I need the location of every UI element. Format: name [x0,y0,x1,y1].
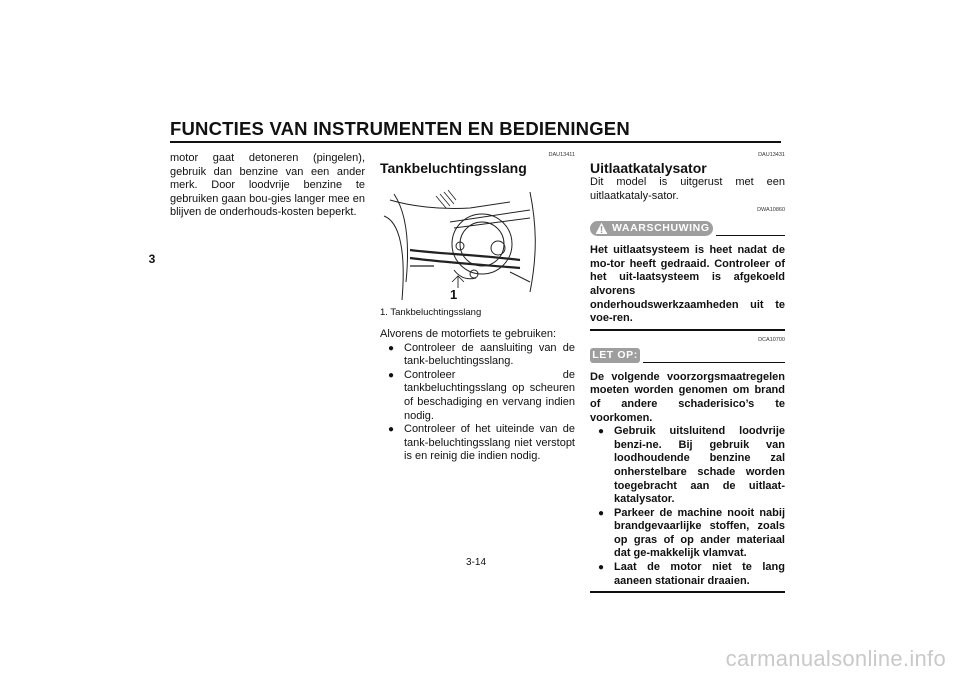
list-item: ● Controleer de tankbeluchtingsslang op scheuren of beschadiging en vervang indien nodig. [404,369,575,423]
caution-rule [643,362,785,363]
warning-label: WAARSCHUWING [612,222,710,235]
list-item: ● Controleer de aansluiting van de tank-beluchtingsslang. [404,342,575,369]
caution-header [590,346,785,365]
page-header-title: FUNCTIES VAN INSTRUMENTEN EN BEDIENINGEN [170,118,630,139]
section-title: Tankbeluchtingsslang [380,160,527,176]
caution-list [590,425,785,588]
watermark: carmanualsonline.info [725,646,946,671]
motorcycle-illustration [380,182,548,303]
list-item: ● Laat de motor niet te lang aaneen stationair draaien. [614,561,785,588]
header-rule [170,141,781,143]
warning-triangle-icon [595,222,608,235]
warning-code: DWA10860 [757,207,785,214]
caution-text: De volgende voorzorgsmaatregelen moeten worden genomen om brand of andere schaderisico’s te voorkomen. [590,370,785,424]
column-2 [380,152,575,464]
warning-text: Het uitlaatsysteem is heet nadat de mo-tor heeft gedraaid. Controleer of het uit-laatsysteem is afgekoeld alvorens onderhoudswerkzaamheden uit te voe-ren. [590,244,785,325]
figure-caption: 1. Tankbeluchtingsslang [380,307,482,318]
figure-callout-number: 1 [450,287,458,302]
section-code: DAU13431 [758,152,785,158]
section-title: Uitlaatkatalysator [590,160,707,176]
figure-fuel-tank-breather-hose [380,182,548,303]
warning-rule [716,235,785,236]
column-1 [170,152,365,220]
page-number: 3-14 [466,557,487,568]
caution-end-rule [590,591,785,593]
caution-code: DCA10700 [758,336,785,343]
caution-badge: LET OP: [590,348,640,363]
list-item: ● Parkeer de machine nooit nabij brandgevaarlijke stoffen, zoals op gras of op ander materiaal dat ge-makkelijk vlamvat. [614,507,785,561]
list-item: ● Gebruik uitsluitend loodvrije benzi-ne. Bij gebruik van loodhoudende benzine zal onherstelbare schade worden toegebracht aan de uitlaat-katalysator. [614,425,785,507]
continued-paragraph: motor gaat detoneren (pingelen), gebruik dan benzine van een ander merk. Door loodvrije benzine te gebruiken gaan bou-gies langer mee en blijven de onderhouds-kosten beperkt. [170,152,365,219]
section-intro: Dit model is uitgerust met een uitlaatkataly-sator. [590,176,785,202]
list-item: ● Controleer of het uiteinde van de tank-beluchtingsslang niet verstopt is en reinig die indien nodig. [404,423,575,464]
warning-header [590,219,785,238]
chapter-tab: 3 [141,239,163,279]
section-intro: Alvorens de motorfiets te gebruiken: [380,328,557,340]
warning-end-rule [590,329,785,331]
warning-badge [590,221,713,236]
section-code: DAU13411 [548,152,575,158]
column-3 [590,152,785,593]
checklist [380,342,575,464]
